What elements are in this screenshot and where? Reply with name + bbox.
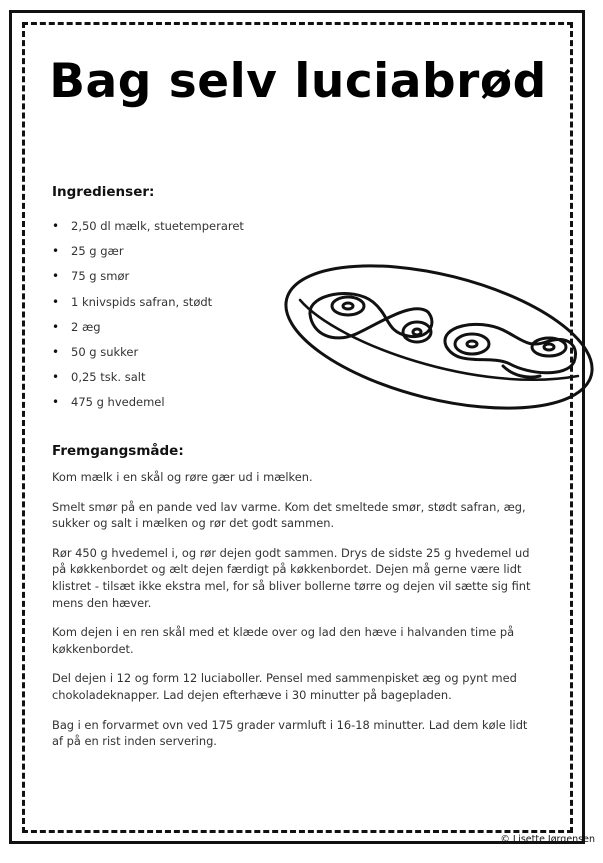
ingredient-text: 1 knivspids safran, stødt [71,294,213,309]
ingredient-item [52,266,244,291]
ingredient-item [52,317,244,342]
step-paragraph: Smelt smør på en pande ved lav varme. Kom det smeltede smør, stødt safran, æg, sukker og salt i mælken og rør det godt sammen. [52,499,526,531]
ingredient-text: 75 g smør [71,269,130,284]
ingredient-text: 475 g hvedemel [71,395,165,410]
bullet-icon: • [52,269,60,284]
step-paragraph: Rør 450 g hvedemel i, og rør dejen godt sammen. Drys de sidste 25 g hvedemel ud på køkkenbordet og ælt dejen færdigt på køkkenbordet. Dejen må gerne være lidt klistret - tilsæt ikke ekstra mel, for så bliver bollerne tørre og dejen vil sætte sig fint mens den hæver. [52,545,531,610]
step-paragraph: Del dejen i 12 og form 12 luciaboller. Pensel med sammenpisket æg og pynt med chokoladeknapper. Lad dejen efterhæve i 30 minutter på bagepladen. [52,671,517,702]
ingredient-text: 2 æg [71,319,101,334]
step-paragraph: Kom mælk i en skål og røre gær ud i mælken. [52,470,313,484]
ingredient-item [52,292,244,317]
ingredient-item [52,241,244,266]
step-paragraph: Kom dejen i en ren skål med et klæde over og lad den hæve i halvanden time på køkkenbordet. [52,625,515,656]
ingredient-item [52,392,244,417]
ingredient-item [52,342,244,367]
bullet-icon: • [52,395,60,410]
ingredient-item [52,216,244,241]
recipe-title: Bag selv luciabrød [49,54,547,109]
ingredient-item [52,367,244,392]
bullet-icon: • [52,319,60,334]
bullet-icon: • [52,219,60,233]
bullet-icon: • [52,344,60,359]
ingredient-text: 50 g sukker [71,344,139,359]
ingredients-list [52,216,244,418]
method-heading: Fremgangsmåde: [52,443,184,459]
ingredient-text: 0,25 tsk. salt [71,370,146,385]
bullet-icon: • [52,244,60,259]
bullet-icon: • [52,370,60,385]
ingredient-text: 2,50 dl mælk, stuetemperaret [71,219,244,233]
ingredients-heading: Ingredienser: [52,184,155,200]
step-paragraph: Bag i en forvarmet ovn ved 175 grader varmluft i 16-18 minutter. Lad dem køle lidt af på en rist inden servering. [52,717,528,749]
bullet-icon: • [52,294,60,309]
ingredient-text: 25 g gær [71,244,124,259]
method-steps [52,469,532,763]
lucia-buns-plate-illustration [278,264,600,410]
copyright-notice: © Lisette Jørgensen [500,834,595,845]
